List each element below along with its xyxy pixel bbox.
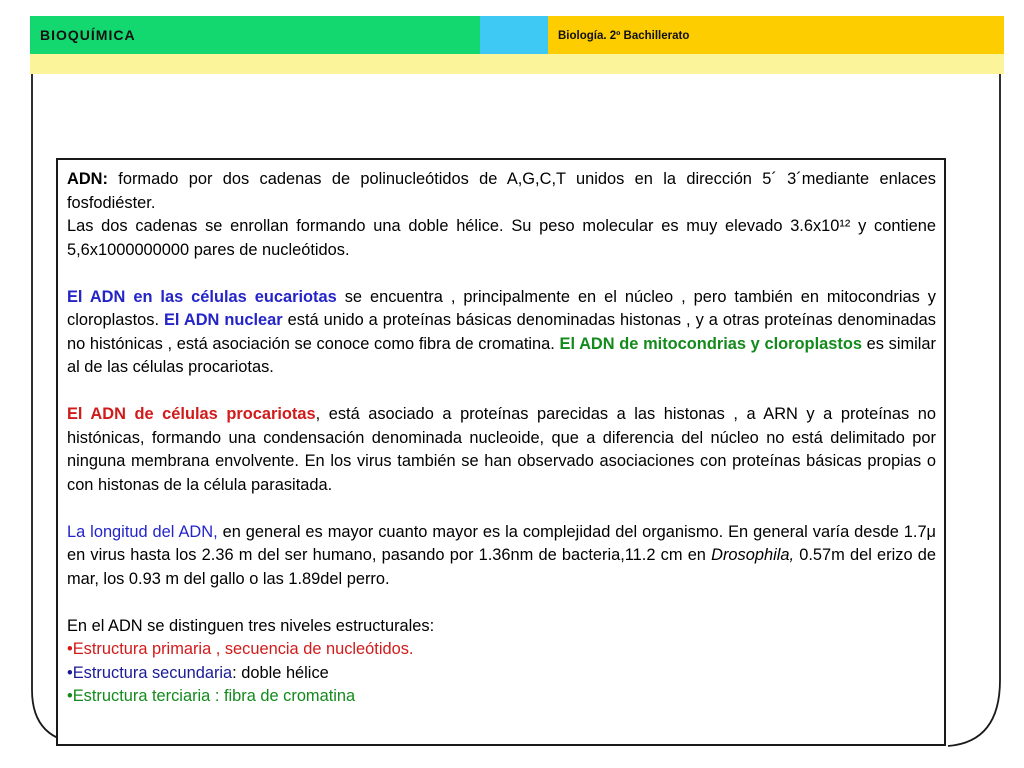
spacer [67,591,936,615]
nuclear-dna-heading: El ADN nuclear [164,311,283,329]
paragraph-double-helix: Las dos cadenas se enrollan formando una doble hélice. Su peso molecular es muy elevado 3.6x10¹² y contiene 5,6x1000000000 pares de nucleótidos. [67,217,936,259]
dna-length-text-2: 0.57m del erizo de mar, los 0.93 m del gallo o las 1.89del perro. [67,546,937,588]
spacer [67,497,936,521]
prokaryote-heading: El ADN de células procariotas [67,405,316,423]
paragraph-dna-length [67,521,936,592]
eukaryote-heading: El ADN en las células eucariotas [67,287,337,306]
prokaryote-text: , está asociado a proteínas parecidas a las histonas , a ARN y a proteínas no histónicas, formando una condensación denominada nucleoide, que a diferencia del núcleo no está delimitado por ninguna membrana envolvente. En los virus también se han observado asociaciones con proteínas básicas propias o con histonas de la célula parasitada. [67,405,936,494]
paragraph-adn-definition [67,168,936,215]
list-item-secondary [67,662,936,686]
list-item-primary: •Estructura primaria , secuencia de nucleótidos. [67,640,414,658]
organelle-dna-heading: El ADN de mitocondrias y cloroplastos [559,334,862,353]
paragraph-prokaryotes [67,403,936,497]
adn-term: ADN: [67,170,108,188]
secondary-value: : doble hélice [232,663,329,682]
adn-definition: formado por dos cadenas de polinucleótidos de A,G,C,T unidos en la dirección 5´ 3´mediante enlaces fosfodiéster. [67,170,936,212]
content-box [56,158,946,746]
dna-length-text-1: en general es mayor cuanto mayor es la complejidad del organismo. En general varía desde 1.7μ en virus hasta los 2.36 m del ser humano, pasando por 1.36nm de bacteria,11.2 cm en [67,522,937,564]
secondary-label: •Estructura secundaria [67,663,233,682]
header-title: BIOQUÍMICA [40,27,136,43]
structure-levels-list [67,615,936,709]
dna-length-heading: La longitud del ADN, [67,522,218,541]
spacer [67,262,936,286]
levels-intro: En el ADN se distinguen tres niveles estructurales: [67,616,435,635]
species-name: Drosophila, [711,546,795,564]
list-item-tertiary: •Estructura terciaria : fibra de cromatina [67,687,356,705]
header-subtitle: Biología. 2º Bachillerato [558,30,690,42]
paragraph-eukaryotes [67,286,936,380]
spacer [67,380,936,404]
eukaryote-text-3: es similar al de las células procariotas. [67,334,936,376]
eukaryote-text-1: se encuentra , principalmente en el núcleo , pero también en mitocondrias y cloroplastos. [67,287,936,329]
eukaryote-text-2: está unido a proteínas básicas denominadas histonas , y a otras proteínas denominadas no histónicas , está asociación se conoce como fibra de cromatina. [67,311,936,353]
